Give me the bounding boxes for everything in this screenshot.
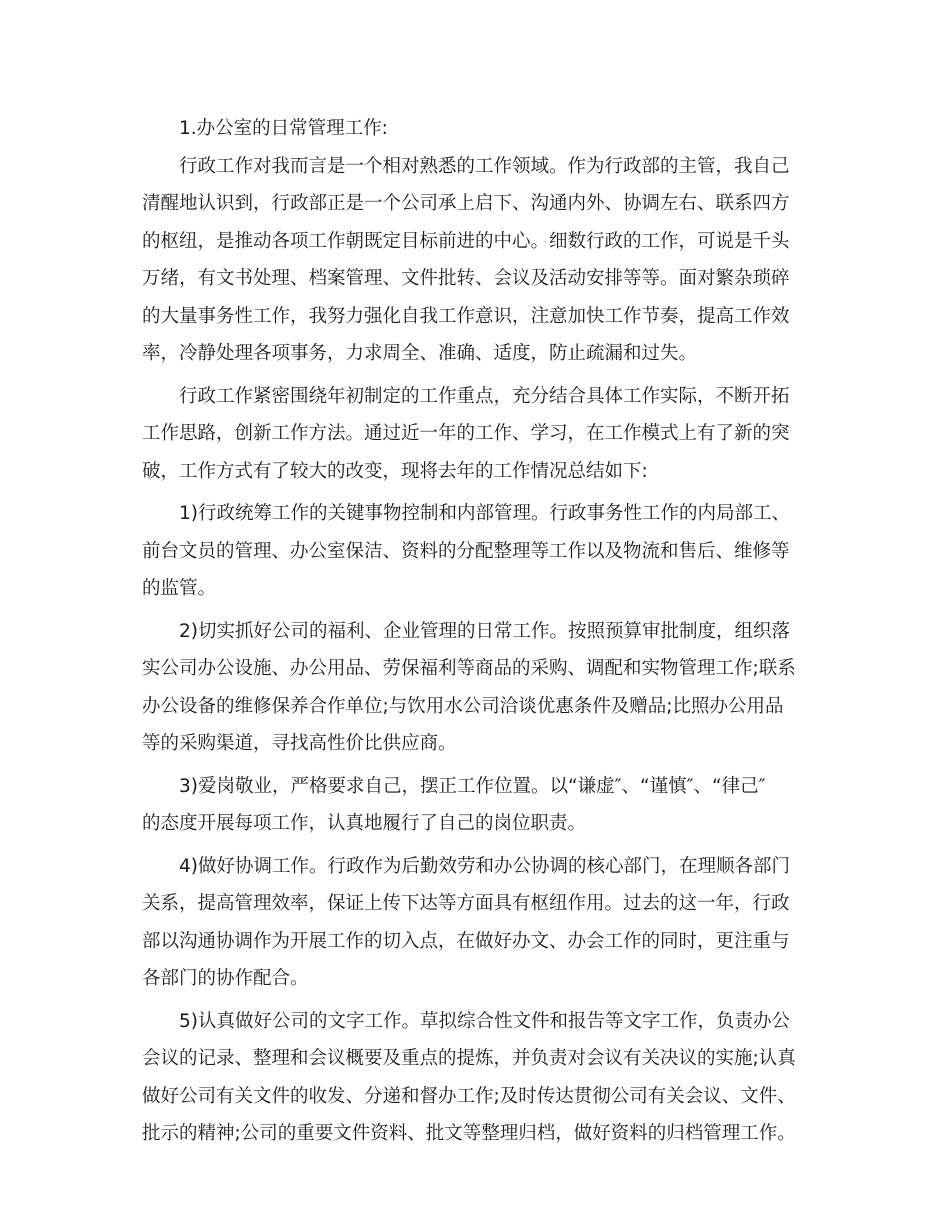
paragraph-line: 实公司办公设施、办公用品、劳保福利等商品的采购、调配和实物管理工作;联系 <box>142 658 796 679</box>
paragraph-line: 的态度开展每项工作，认真地履行了自己的岗位职责。 <box>142 813 587 834</box>
paragraph-line: 5)认真做好公司的文字工作。草拟综合性文件和报告等文字工作，负责办公 <box>179 1010 790 1032</box>
paragraph-line: 关系，提高管理效率，保证上传下达等方面具有枢纽作用。过去的这一年，行政 <box>142 893 790 914</box>
paragraph-line: 清醒地认识到，行政部正是一个公司承上启下、沟通内外、协调左右、联系四方 <box>142 193 790 214</box>
section-heading: 1.办公室的日常管理工作: <box>179 118 388 139</box>
paragraph-line: 批示的精神;公司的重要文件资料、批文等整理归档，做好资料的归档管理工作。 <box>142 1123 796 1144</box>
paragraph-line: 行政工作对我而言是一个相对熟悉的工作领域。作为行政部的主管，我自己 <box>179 155 790 177</box>
paragraph-line: 做好公司有关文件的收发、分递和督办工作;及时传达贯彻公司有关会议、文件、 <box>142 1085 796 1107</box>
paragraph-line: 前台文员的管理、办公室保洁、资料的分配整理等工作以及物流和售后、维修等 <box>142 540 790 562</box>
paragraph-line: 2)切实抓好公司的福利、企业管理的日常工作。按照预算审批制度，组织落 <box>179 620 790 642</box>
paragraph-line: 4)做好协调工作。行政作为后勤效劳和办公协调的核心部门，在理顺各部门 <box>179 855 790 877</box>
paragraph-line: 工作思路，创新工作方法。通过近一年的工作、学习，在工作模式上有了新的突 <box>142 423 790 444</box>
paragraph-line: 部以沟通协调作为开展工作的切入点，在做好办文、办会工作的同时，更注重与 <box>142 930 790 952</box>
paragraph-line: 3)爱岗敬业，严格要求自己，摆正工作位置。以“谦虚″、“谨慎″、“律己″ <box>179 775 766 797</box>
paragraph-line: 的大量事务性工作，我努力强化自我工作意识，注意加快工作节奏，提高工作效 <box>142 305 790 327</box>
paragraph-4 <box>142 613 812 763</box>
paragraph-line: 的枢纽，是推动各项工作朝既定目标前进的中心。细数行政的工作，可说是千头 <box>142 230 790 252</box>
paragraph-line: 率，冷静处理各项事务，力求周全、准确、适度，防止疏漏和过失。 <box>142 343 698 364</box>
paragraph-line: 行政工作紧密围绕年初制定的工作重点，充分结合具体工作实际，不断开拓 <box>179 385 790 407</box>
paragraph-line: 的监管。 <box>142 578 217 599</box>
paragraph-7 <box>142 1003 812 1153</box>
paragraph-6 <box>142 848 812 998</box>
paragraph-line: 万绪，有文书处理、档案管理、文件批转、会议及活动安排等等。面对繁杂琐碎 <box>142 268 790 289</box>
paragraph-line: 各部门的协作配合。 <box>142 968 309 989</box>
paragraph-5 <box>142 768 812 843</box>
paragraph-line: 会议的记录、整理和会议概要及重点的提炼，并负责对会议有关决议的实施;认真 <box>142 1048 796 1069</box>
paragraph-line: 破，工作方式有了较大的改变，现将去年的工作情况总结如下: <box>142 460 648 482</box>
document-page <box>142 110 812 1153</box>
paragraph-line: 1)行政统筹工作的关键事物控制和内部管理。行政事务性工作的内局部工、 <box>179 503 790 524</box>
paragraph-2 <box>142 378 812 491</box>
paragraph-3 <box>142 495 812 608</box>
paragraph-1 <box>142 148 812 373</box>
paragraph-line: 等的采购渠道，寻找高性价比供应商。 <box>142 733 457 754</box>
paragraph-line: 办公设备的维修保养合作单位;与饮用水公司洽谈优惠条件及赠品;比照办公用品 <box>142 695 784 717</box>
